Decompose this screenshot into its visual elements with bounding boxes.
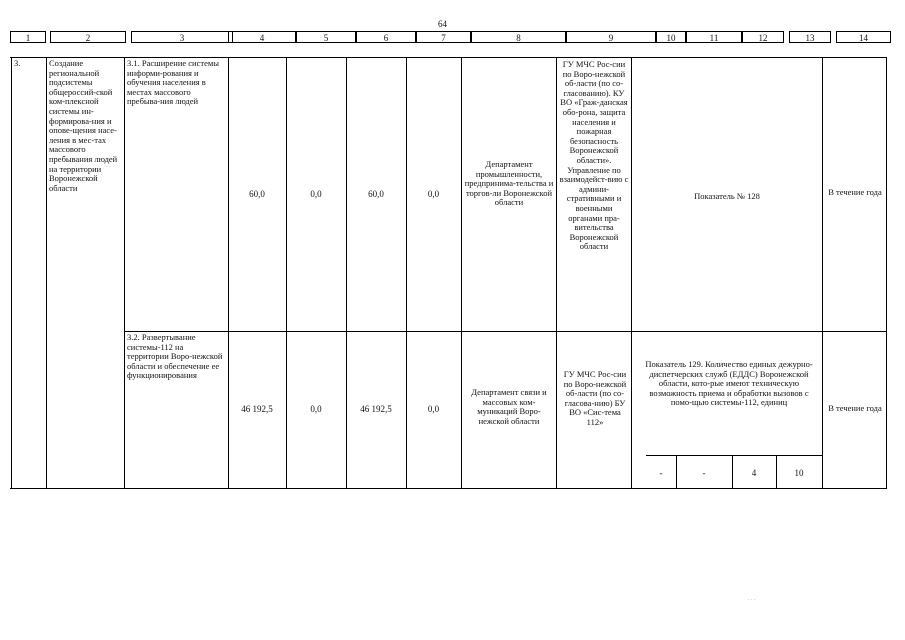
sub1-col6: 60,0 [368, 189, 384, 199]
sub2-executor: Департамент связи и массовых ком-муникаций Воро-нежской области [471, 387, 547, 426]
col-num-14: 14 [836, 31, 891, 43]
sub2-col11: - [702, 468, 706, 478]
sub2-title: 3.2. Развертывание системы-112 на территории Воро-нежской области и обеспечение ее функционирования [127, 332, 223, 381]
subrow-split-rule [646, 455, 822, 456]
col-num-6: 6 [356, 31, 416, 43]
sub2-col10: - [659, 468, 663, 478]
row-split-rule [124, 331, 886, 332]
page-number: 64 [438, 19, 447, 29]
col-num-11: 11 [686, 31, 742, 43]
column-number-row [10, 31, 892, 45]
col-line-9 [631, 57, 632, 489]
sub1-coexecutors: ГУ МЧС Рос-сии по Воро-нежской об-ласти (по со-гласованию). КУ ВО «Граж-данская обо-рона, защита населения и пожарная безопасность Воронежской области». Управление по взаимодейст-вию с админи-стративными и военными органами пра-вительства Воронежской области [559, 59, 629, 252]
col-line-5 [346, 57, 347, 489]
sub2-indicator: Показатель 129. Количество единых дежурно-диспетчерских служб (ЕДДС) Воронежской области, кото-рые имеют техническую возможность приема и обработки вызовов с помо-щью системы-112, единиц [645, 359, 813, 408]
sub2-col4: 46 192,5 [241, 404, 273, 414]
sub1-title: 3.1. Расширение системы информи-рования и обучения населения в местах массового пребыва-ния людей [127, 58, 219, 107]
sub1-term: В течение года [828, 187, 882, 197]
col-num-4: 4 [228, 31, 296, 43]
sub1-executor: Департамент промышленности, предпринима-тельства и торгов-ли Воронежской области [464, 159, 554, 208]
col-line-3 [228, 57, 229, 489]
sub2-col7: 0,0 [427, 404, 440, 414]
col-num-7: 7 [416, 31, 471, 43]
col-num-2: 2 [50, 31, 126, 43]
sub2-col13: 10 [794, 468, 804, 478]
sub2-col12: 4 [751, 468, 757, 478]
col-num-8: 8 [471, 31, 566, 43]
col-line-4 [286, 57, 287, 489]
scan-artifact: . . . [748, 596, 756, 602]
col-line-2 [124, 57, 125, 489]
sub2-col5: 0,0 [310, 404, 322, 414]
measure-name: Создание региональной подсистемы общероссий-ской ком-плексной системы ин-формирова-ния и опове-щения насе-ления в мес-тах массового пребывания людей на территории Воронежской области [49, 58, 118, 193]
sub2-col6: 46 192,5 [360, 404, 392, 414]
col-num-12: 12 [742, 31, 784, 43]
col-num-9: 9 [566, 31, 656, 43]
col-line-14 [886, 57, 887, 489]
col-num-5: 5 [296, 31, 356, 43]
col-line-13 [822, 57, 823, 489]
sub1-col4: 60,0 [249, 189, 265, 199]
row-number: 3. [14, 58, 21, 68]
col-num-10: 10 [656, 31, 686, 43]
col-num-1: 1 [10, 31, 46, 43]
sub2-coexecutors: ГУ МЧС Рос-сии по Воро-нежской об-ласти (по со-гласова-нию) БУ ВО «Сис-тема 112» [563, 369, 627, 427]
sub1-col5: 0,0 [310, 189, 322, 199]
col-num-13: 13 [789, 31, 831, 43]
sub2-term: В течение года [828, 403, 882, 413]
col-line-7 [461, 57, 462, 489]
sub1-col7: 0,0 [427, 189, 440, 199]
col-line-1 [46, 57, 47, 489]
sub1-indicator: Показатель № 128 [694, 191, 760, 201]
row-bottom-rule [10, 488, 886, 489]
col-num-3: 3 [131, 31, 233, 43]
col-line-0 [11, 57, 12, 489]
col-line-8 [556, 57, 557, 489]
col-line-6 [406, 57, 407, 489]
